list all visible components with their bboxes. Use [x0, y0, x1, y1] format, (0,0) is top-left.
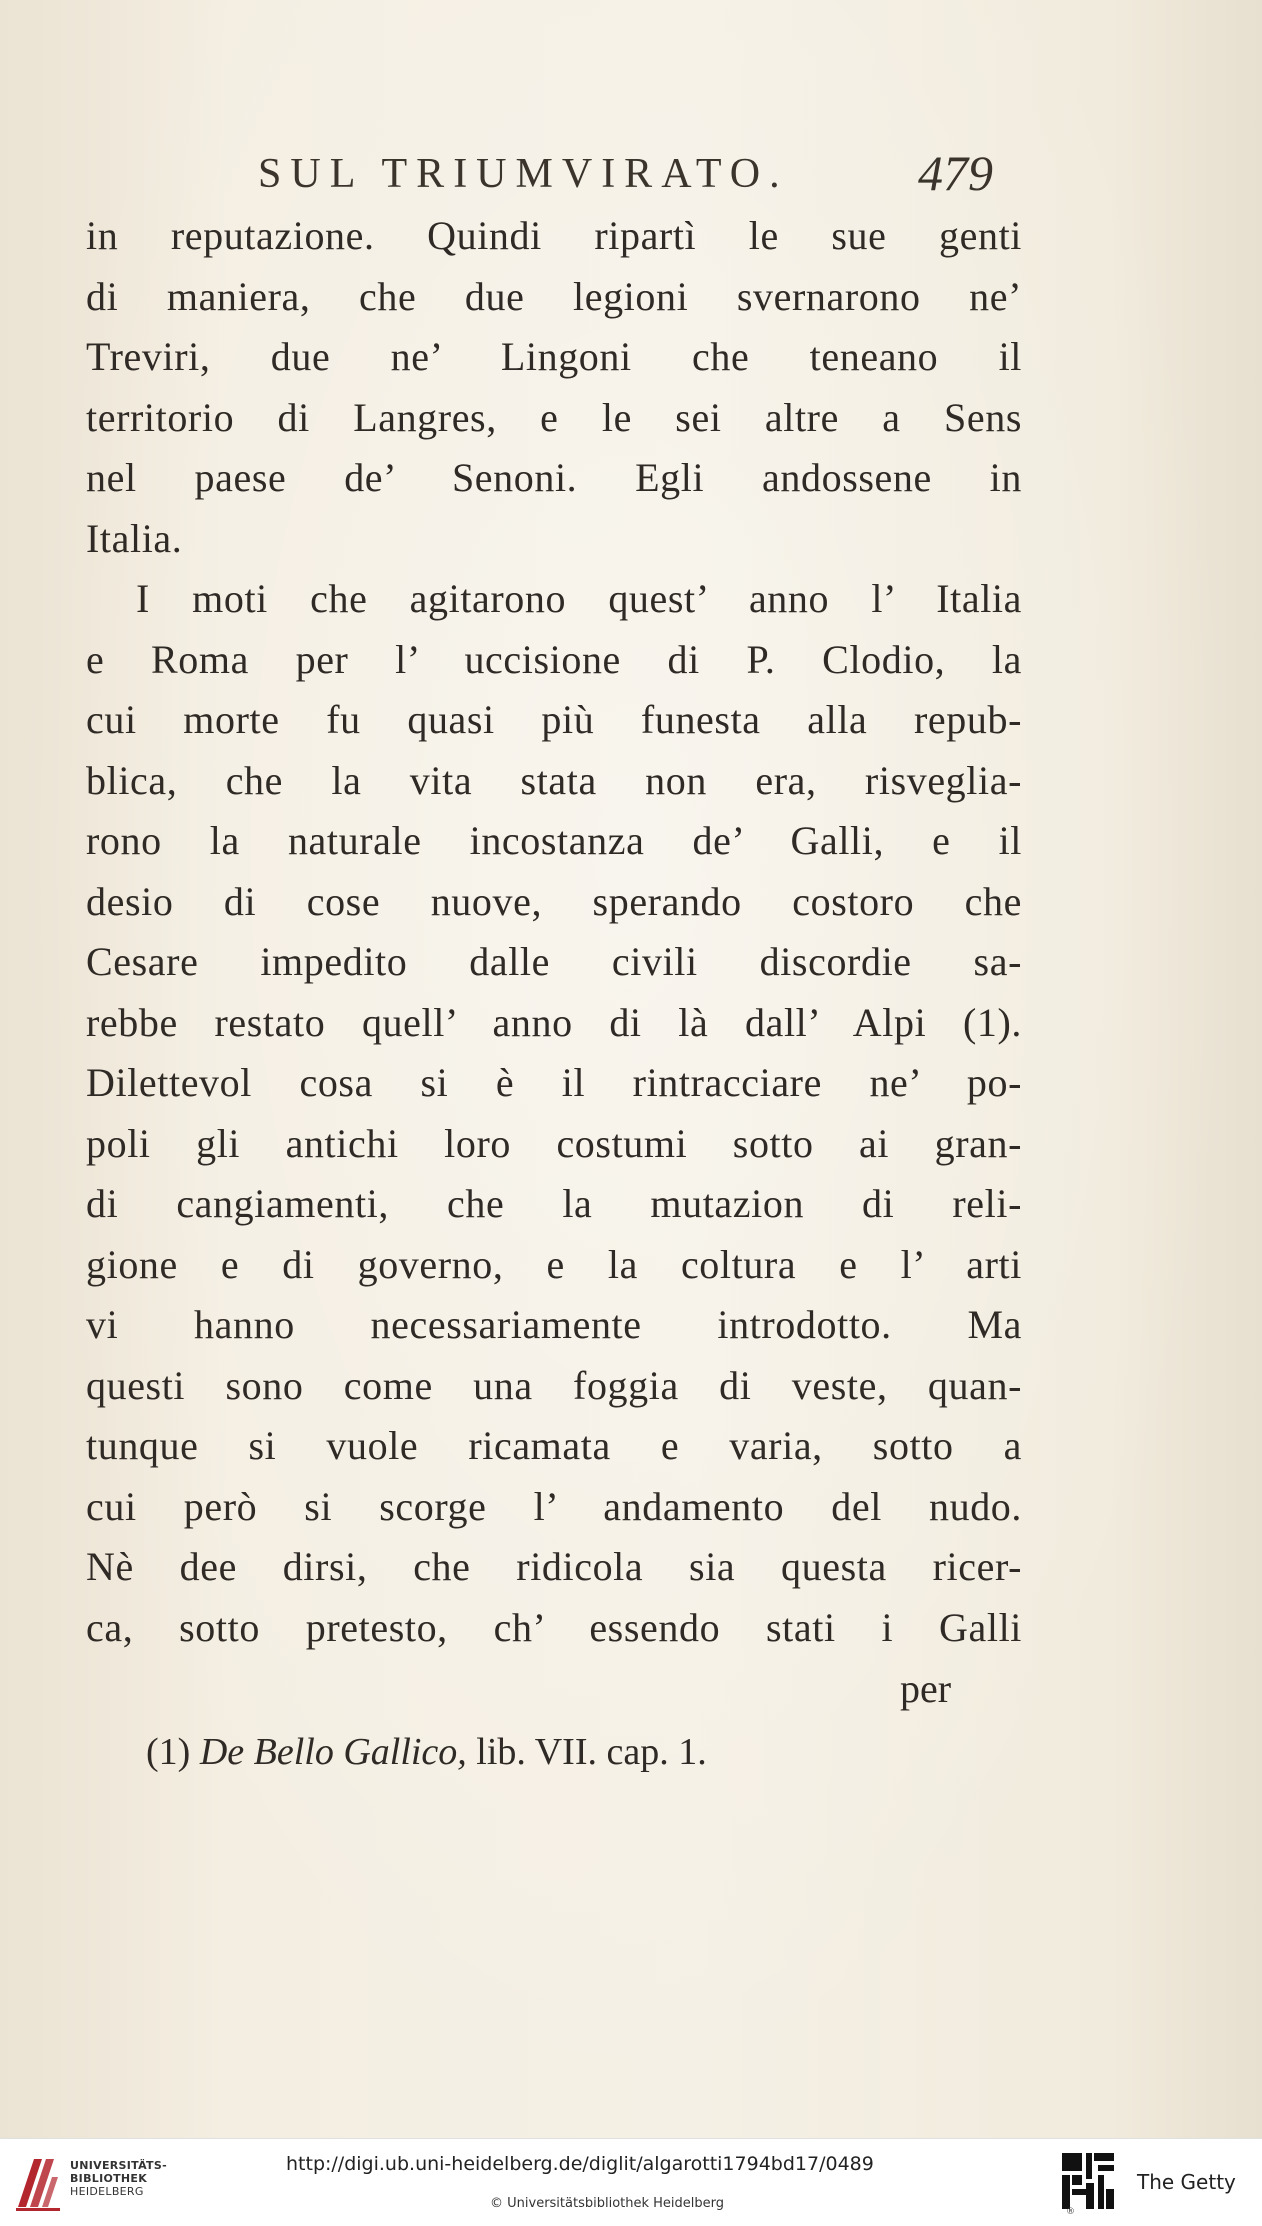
university-library-logo-icon — [12, 2151, 64, 2213]
text-line: Italia. — [86, 515, 183, 561]
running-title: SUL TRIUMVIRATO. — [258, 151, 789, 197]
text-line: Cesare impedito dalle civili discordie sa- — [86, 939, 1022, 984]
text-line: rono la naturale incostanza de’ Galli, e il — [86, 818, 1022, 863]
text-line: Dilettevol cosa si è il rintracciare ne’ po- — [86, 1060, 1022, 1105]
text-line: di cangiamenti, che la mutazion di reli- — [86, 1181, 1022, 1226]
text-line: questi sono come una foggia di veste, quan- — [86, 1362, 1022, 1408]
running-head — [0, 138, 1262, 208]
text-line: I moti che agitarono quest’ anno l’ Italia — [136, 576, 1022, 621]
text-line: Nè dee dirsi, che ridicola sia questa ricer- — [86, 1544, 1022, 1589]
text-line: Treviri, due ne’ Lingoni che teneano il — [86, 334, 1022, 379]
text-line: gione e di governo, e la coltura e l’ arti — [86, 1241, 1022, 1287]
text-line: cui però si scorge l’ andamento del nudo. — [86, 1483, 1022, 1529]
getty-name: The Getty — [1137, 2170, 1236, 2194]
text-line: e Roma per l’ uccisione di P. Clodio, la — [86, 636, 1022, 682]
institution-line: HEIDELBERG — [70, 2185, 144, 2198]
permalink-url[interactable]: http://digi.ub.uni-heidelberg.de/diglit/algarotti1794bd17/0489 — [286, 2153, 874, 2175]
footnote-marker: (1) — [146, 1731, 191, 1773]
text-line: blica, che la vita stata non era, risveglia- — [86, 757, 1022, 803]
footnote-reference: lib. VII. cap. 1. — [476, 1731, 707, 1773]
footnote-title: De Bello Gallico, — [199, 1731, 467, 1773]
text-line: ca, sotto pretesto, ch’ essendo stati i Galli — [86, 1604, 1022, 1650]
university-library-name — [70, 2159, 167, 2198]
registered-mark: ® — [1066, 2207, 1075, 2217]
viewer-footer — [0, 2138, 1262, 2226]
body-text — [86, 206, 1022, 1658]
institution-line: UNIVERSITÄTS- — [70, 2159, 167, 2172]
text-line: tunque si vuole ricamata e varia, sotto a — [86, 1423, 1022, 1468]
page-number: 479 — [918, 145, 993, 201]
copyright-notice: © Universitätsbibliothek Heidelberg — [490, 2196, 725, 2211]
text-line: vi hanno necessariamente introdotto. Ma — [86, 1302, 1022, 1347]
text-line: poli gli antichi loro costumi sotto ai gran- — [86, 1120, 1022, 1166]
text-line: rebbe restato quell’ anno di là dall’ Alpi (1). — [86, 999, 1022, 1045]
text-line: nel paese de’ Senoni. Egli andossene in — [86, 455, 1022, 500]
text-line: in reputazione. Quindi ripartì le sue genti — [86, 213, 1022, 258]
catchword: per — [900, 1666, 952, 1711]
text-line: cui morte fu quasi più funesta alla repub- — [86, 697, 1022, 742]
text-line: territorio di Langres, e le sei altre a Sens — [86, 394, 1022, 440]
footnote — [146, 1730, 707, 1774]
text-line: di maniera, che due legioni svernarono ne’ — [86, 273, 1022, 319]
text-line: desio di cose nuove, sperando costoro che — [86, 878, 1022, 924]
institution-line: BIBLIOTHEK — [70, 2172, 148, 2185]
getty-logo-icon — [1058, 2149, 1118, 2215]
